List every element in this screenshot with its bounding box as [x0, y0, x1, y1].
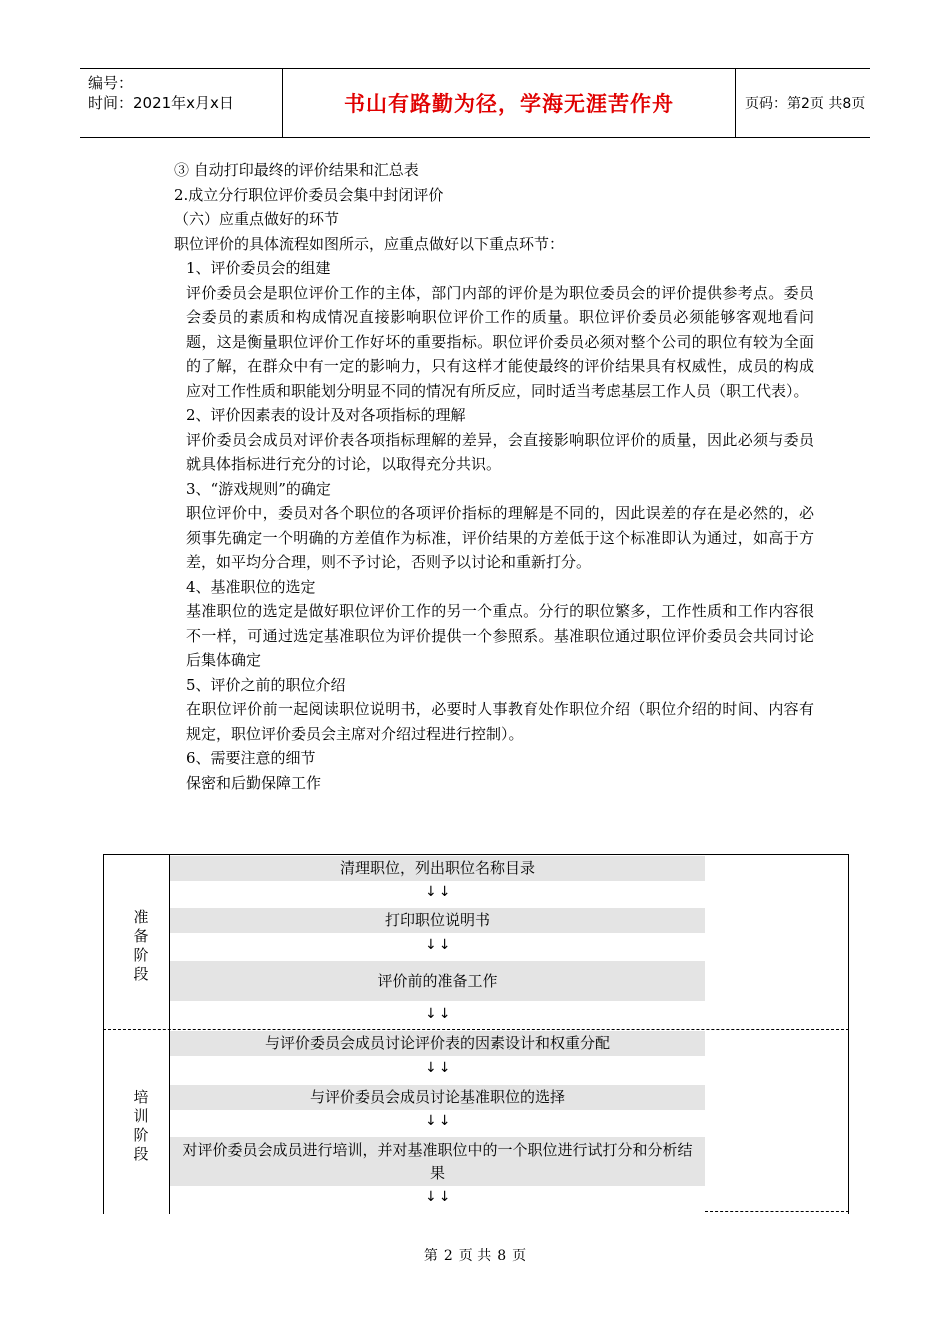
footer-mid: 页 共 — [458, 1248, 492, 1264]
chart-border — [103, 854, 849, 855]
paragraph-1: 评价委员会是职位评价工作的主体，部门内部的评价是为职位委员会的评价提供参考点。委员会委员的素质和构成情况直接影响职位评价工作的质量。职位评价委员必须能够客观地看问题，这是衡量职位评价工作好坏的重要指标。职位评价委员必须对整个公司的职位有较为全面的了解，在群众中有一定的影响力，只有这样才能使最终的评价结果具有权威性，成员的构成应对工作性质和职能划分明显不同的情况有所反应，同时适当考虑基层工作人员（职工代表）。 — [186, 283, 814, 400]
flow-step: 打印职位说明书 — [170, 908, 705, 933]
down-arrow-icon: ↓↓ — [425, 884, 453, 900]
down-arrow-icon: ↓↓ — [425, 1113, 453, 1129]
text-line: （六）应重点做好的环节 — [174, 210, 340, 228]
paragraph-5: 在职位评价前一起阅读职位说明书，必要时人事教育处作职位介绍（职位介绍的时间、内容有规定，职位评价委员会主席对介绍过程进行控制）。 — [186, 700, 814, 743]
stage-separator — [103, 1029, 849, 1030]
down-arrow-icon: ↓↓ — [425, 937, 453, 953]
footer-suffix: 页 — [512, 1248, 527, 1264]
body-text — [142, 158, 814, 795]
paragraph-3: 职位评价中，委员对各个职位的各项评价指标的理解是不同的，因此误差的存在是必然的，必须事先确定一个明确的方差值作为标准，评价结果的方差低于这个标准即认为通过，如高于方差，如平均分合理，则不予讨论，否则予以讨论和重新打分。 — [186, 504, 814, 571]
paragraph-6: 保密和后勤保障工作 — [186, 773, 322, 792]
chart-border — [103, 854, 104, 1214]
footer-page-total: 8 — [497, 1248, 507, 1264]
page-footer — [0, 1245, 950, 1265]
motto-text: 书山有路勤为径，学海无涯苦作舟 — [344, 92, 674, 116]
page-info: 页码：第2页 共8页 — [745, 96, 866, 112]
down-arrow-icon: ↓↓ — [425, 1060, 453, 1076]
chart-bottom-dash — [705, 1211, 849, 1212]
section-heading-5: 5、评价之前的职位介绍 — [186, 675, 346, 694]
section-heading-3: 3、“游戏规则”的确定 — [186, 479, 331, 498]
text-line: 职位评价的具体流程如图所示，应重点做好以下重点环节： — [174, 234, 565, 253]
header-meta — [80, 69, 282, 137]
footer-prefix: 第 — [423, 1248, 438, 1264]
paragraph-2: 评价委员会成员对评价表各项指标理解的差异，会直接影响职位评价的质量，因此必须与委员就具体指标进行充分的讨论，以取得充分共识。 — [186, 430, 814, 473]
text-line: 2.成立分行职位评价委员会集中封闭评价 — [174, 185, 444, 204]
stage-label-prepare: 准备阶段 — [133, 908, 149, 983]
section-heading-6: 6、需要注意的细节 — [186, 749, 316, 767]
flow-step: 对评价委员会成员进行培训，并对基准职位中的一个职位进行试打分和分析结果 — [170, 1137, 705, 1186]
document-header — [80, 68, 870, 138]
header-motto-cell — [282, 69, 736, 137]
text-line: ③ 自动打印最终的评价结果和汇总表 — [174, 161, 419, 179]
section-heading-4: 4、基准职位的选定 — [186, 577, 316, 596]
flow-step: 与评价委员会成员讨论基准职位的选择 — [170, 1085, 705, 1110]
section-heading-2: 2、评价因素表的设计及对各项指标的理解 — [186, 406, 466, 424]
flow-step: 与评价委员会成员讨论评价表的因素设计和权重分配 — [170, 1031, 705, 1056]
footer-page-number: 2 — [443, 1248, 453, 1264]
stage-label-training: 培训阶段 — [133, 1088, 149, 1163]
flow-step: 评价前的准备工作 — [170, 961, 705, 1001]
paragraph-4: 基准职位的选定是做好职位评价工作的另一个重点。分行的职位繁多，工作性质和工作内容很不一样，可通过选定基准职位为评价提供一个参照系。基准职位通过职位评价委员会共同讨论后集体确定 — [186, 602, 814, 669]
process-flowchart — [103, 854, 849, 1214]
number-label: 编号： — [88, 74, 134, 92]
down-arrow-icon: ↓↓ — [425, 1006, 453, 1022]
flow-step: 清理职位，列出职位名称目录 — [170, 856, 705, 881]
time-label: 时间：2021年x月x日 — [88, 94, 234, 112]
chart-border — [848, 854, 849, 1214]
section-heading-1: 1、评价委员会的组建 — [186, 259, 331, 277]
down-arrow-icon: ↓↓ — [425, 1189, 453, 1205]
